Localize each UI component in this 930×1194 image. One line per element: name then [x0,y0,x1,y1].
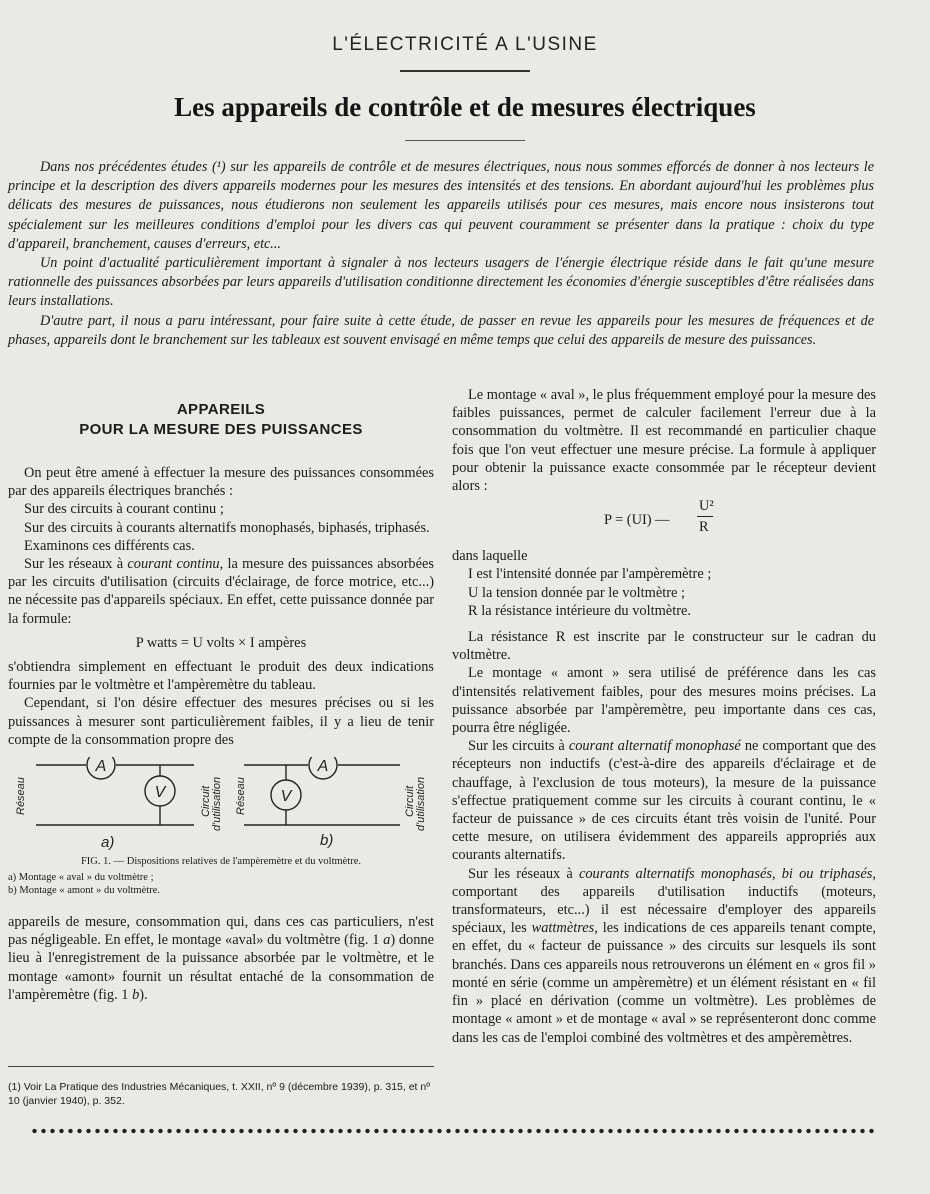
paragraph [452,737,876,864]
sub-label-b: b) [320,832,334,850]
heading-line: POUR LA MESURE DES PUISSANCES [79,421,363,438]
sub-label-a: a) [101,834,115,852]
definition: U la tension donnée par le voltmètre ; [468,584,685,601]
definition: I est l'intensité donnée par l'ampèremètre ; [468,566,712,583]
section-label: L'ÉLECTRICITÉ A L'USINE [332,34,598,55]
paragraph [8,913,434,1004]
intro [8,158,874,350]
emphasis: courant continu [127,556,220,573]
text: Sur les réseaux à [24,556,128,573]
section-heading [8,400,434,440]
ammeter-label: A [95,758,107,776]
emphasis: a [383,932,391,949]
page-title: Les appareils de contrôle et de mesures électriques [174,92,756,122]
ammeter-label: A [317,758,329,776]
dotted-separator [30,1128,876,1134]
definition: R la résistance intérieure du voltmètre. [468,602,691,619]
paragraph: Le montage « aval », le plus fréquemment employé pour la mesure des faibles puissances, permet de calculer facilement l'erreur due à la consommation du voltmètre. Il est recommandé en particulier chaque fois que l'on veut effectuer une mesure précise. La formule à appliquer pour obtenir la puissance exacte consommée par le récepteur devient alors : [452,387,877,495]
text: ). [139,986,148,1003]
heading-line: APPAREILS [176,401,266,418]
paragraph: dans laquelle [452,548,528,565]
caption-title: FIG. 1. — Dispositions relatives de l'ampèremètre et du voltmètre. [80,856,362,868]
text: ne comportant que des récepteurs non inductifs (c'est-à-dire des appareils d'éclairage et de chauffage, à l'exclusion de tous moteurs), la mesure de la puissance s'effectue pratiquement comme sur les circuits à courant continu, le « facteur de puissance » de ces circuits étant très voisin de l'unité. Pour cette mesure, on utilisera évidemment des appareils appropriés aux courants alternatifs. [452,738,876,864]
figure-1 [8,757,434,907]
emphasis: courants alternatifs monophasés, bi ou triphasés [578,865,873,882]
intro-paragraph: Un point d'actualité particulièrement important à signaler à nos lecteurs usagers de l'énergie électrique réside dans le fait qu'une mesure rationnelle des puissances absorbées par leurs appareils d'utilisation conditionne directement les économies d'énergie susceptibles d'être réalisées dans leurs installations. [8,255,874,310]
emphasis: b [132,986,140,1003]
paragraph [8,555,434,628]
footnote: (1) Voir La Pratique des Industries Mécaniques, t. XXII, nº 9 (décembre 1939), p. 315, et nº 10 (janvier 1940), p. 352. [8,1066,434,1108]
text: appareils de mesure, consommation qui, dans ces cas particuliers, n'est pas négligeable. En effet, le montage «aval» du voltmètre (fig. 1 [8,914,434,949]
formula-denominator: R [699,519,709,536]
paragraph [452,865,876,1047]
emphasis: courant alternatif monophasé [568,738,741,755]
emphasis: wattmètres [531,920,595,937]
paragraph: On peut être amené à effectuer la mesure des puissances consommées par des appareils électriques branchés : [8,465,434,500]
paragraph: s'obtiendra simplement en effectuant le produit des deux indications fournies par le voltmètre et l'ampèremètre du tableau. [8,659,434,694]
text: , comportant des appareils d'utilisation inductifs (moteurs, transformateurs, etc...) il est nécessaire d'employer des appareils spéciaux, les [452,865,876,937]
intro-paragraph: D'autre part, il nous a paru intéressant, pour faire suite à cette étude, de passer en revue les appareils pour les mesures de fréquences et de phases, appareils dont le branchement sur les tableaux est souvent envisagé en même temps que celui des appareils de mesure des puissances. [8,312,874,348]
exact-power-formula [452,497,876,541]
voltmeter-label: V [154,784,166,802]
text: , la mesure des puissances absorbées par les circuits d'utilisation (circuits d'éclairage, de force motrice, etc...) ne nécessite pas d'appareils spéciaux. En effet, cette puissance donnée par la formule: [8,556,435,627]
paragraph: Cependant, si l'on désire effectuer des mesures précises ou si les puissances à mesurer sont particulièrement faibles, il y a lieu de tenir compte de la consommation propre des [8,695,434,748]
formula-lhs: P = (UI) — [604,512,670,529]
power-formula: P watts = U volts × I ampères [135,634,307,651]
intro-paragraph: Dans nos précédentes études (¹) sur les appareils de contrôle et de mesures électriques, nous nous sommes efforcés de donner à nos lecteurs le principe et la description des divers appareils modernes pour les mesures des intensités et des tensions. En abordant aujourd'hui les problèmes plus délicats des mesures de puissances, nous étudierons non seulement les appareils utilisés pour ces mesures, mais encore nous insisterons tout spécialement sur les meilleures conditions d'emploi pour les divers cas qui peuvent couramment se présenter dans la pratique : choix du type d'appareil, branchement, causes d'erreurs, etc... [8,159,874,252]
paragraph: La résistance R est inscrite par le constructeur sur le cadran du voltmètre. [452,629,876,664]
paragraph: Le montage « amont » sera utilisé de préférence dans les cas d'intensités relativement faibles, pour des mesures moins précises. La puissance absorbée par l'ampèremètre, peu importante dans ces cas, pourra être négligée. [452,665,876,737]
voltmeter-label: V [280,788,292,806]
text: Sur les réseaux à [468,865,579,882]
circuit-a [36,757,194,825]
fraction-bar [697,516,713,517]
formula-numerator: U² [699,498,714,515]
circuit-label: Circuit [404,785,416,818]
circuit-label: d'utilisation [415,776,427,832]
caption-item: a) Montage « aval » du voltmètre ; [8,872,154,884]
reseau-label: Réseau [15,777,27,816]
figure-caption [8,855,434,897]
text: Sur les circuits à [468,738,569,755]
title-rule [405,140,525,141]
text: ) donne lieu à l'enregistrement de la puissance absorbée par le voltmètre, et le montage «amont» fournit un résultat entaché de la consommation de l'ampèremètre (fig. 1 [8,932,434,1003]
paragraph: Sur des circuits à courants alternatifs monophasés, biphasés, triphasés. [24,519,430,536]
circuit-label: Circuit [200,785,212,818]
paragraph: Sur des circuits à courant continu ; [24,501,224,518]
top-rule [400,70,530,72]
right-column [452,386,876,1047]
text: , les indications de ces appareils tenant compte, en effet, du « facteur de puissance » des circuits sur lesquels ils sont branchés. Dans ces appareils nous retrouverons un élément en « gros fil » monté en série (comme un ampèremètre) et un élément résistant en « fil fin » placé en dérivation (comme un voltmètre). Les problèmes de montage « amont » et de montage « aval » se représenteront donc comme dans les cas de l'emploi combiné des voltmètres et des ampèremètres. [452,920,876,1046]
left-column [8,400,434,1004]
caption-item: b) Montage « amont » du voltmètre. [8,885,160,897]
circuit-diagram [8,757,434,852]
paragraph: Examinons ces différents cas. [24,537,195,554]
circuit-label: d'utilisation [211,776,223,832]
reseau-label: Réseau [235,777,247,816]
definitions [452,565,876,620]
